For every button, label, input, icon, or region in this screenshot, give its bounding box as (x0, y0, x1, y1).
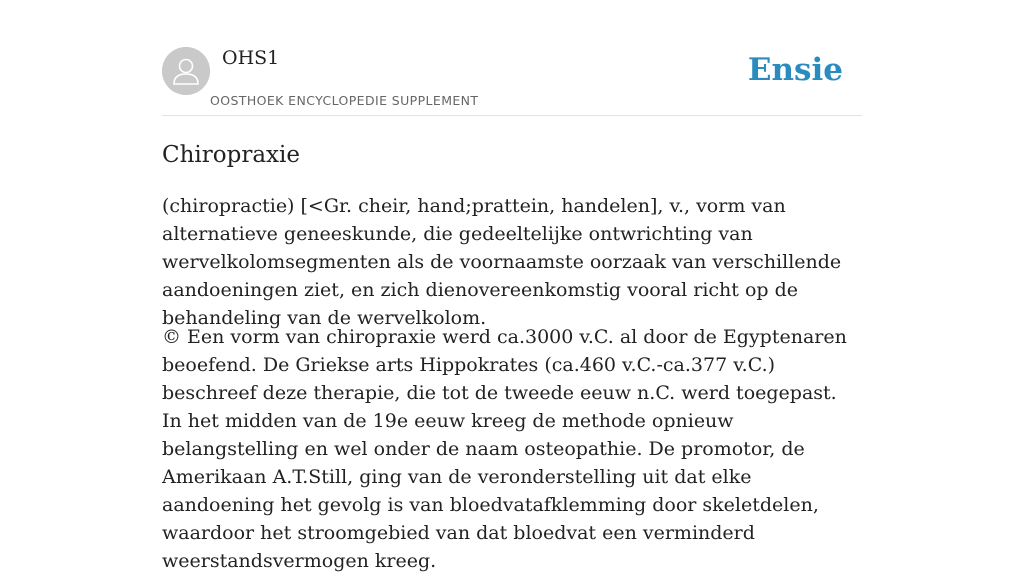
user-avatar-icon[interactable] (162, 47, 210, 95)
source-label[interactable]: OOSTHOEK ENCYCLOPEDIE SUPPLEMENT (210, 93, 479, 108)
article-paragraph: (chiropractie) [<Gr. cheir, hand;prattein, handelen], v., vorm van alternatieve geneeskunde, die gedeeltelijke ontwrichting van wervelkolomsegmenten als de voornaamste oorzaak van verschillende aandoeningen ziet, en zich dienovereenkomstig vooral richt op de behandeling van de wervelkolom. (162, 195, 842, 329)
brand-logo[interactable]: Ensie (747, 52, 843, 88)
article-header (162, 0, 862, 116)
article-paragraph: © Een vorm van chiropraxie werd ca.3000 v.C. al door de Egyptenaren beoefend. De Griekse arts Hippokrates (ca.460 v.C.-ca.377 v.C.) beschreef deze therapie, die tot de tweede eeuw n.C. werd toegepast. In het midden van de 19e eeuw kreeg de methode opnieuw belangstelling en wel onder de naam osteopathie. De promotor, de Amerikaan A.T.Still, ging van de veronderstelling uit dat elke aandoening het gevolg is van bloedvatafklemming door skeletdelen, waardoor het stroomgebied van dat bloedvat een verminderd weerstandsvermogen kreeg. (162, 326, 847, 572)
author-name[interactable]: OHS1 (222, 47, 280, 69)
article-title: Chiropraxie (162, 142, 300, 168)
article-container (162, 0, 862, 572)
